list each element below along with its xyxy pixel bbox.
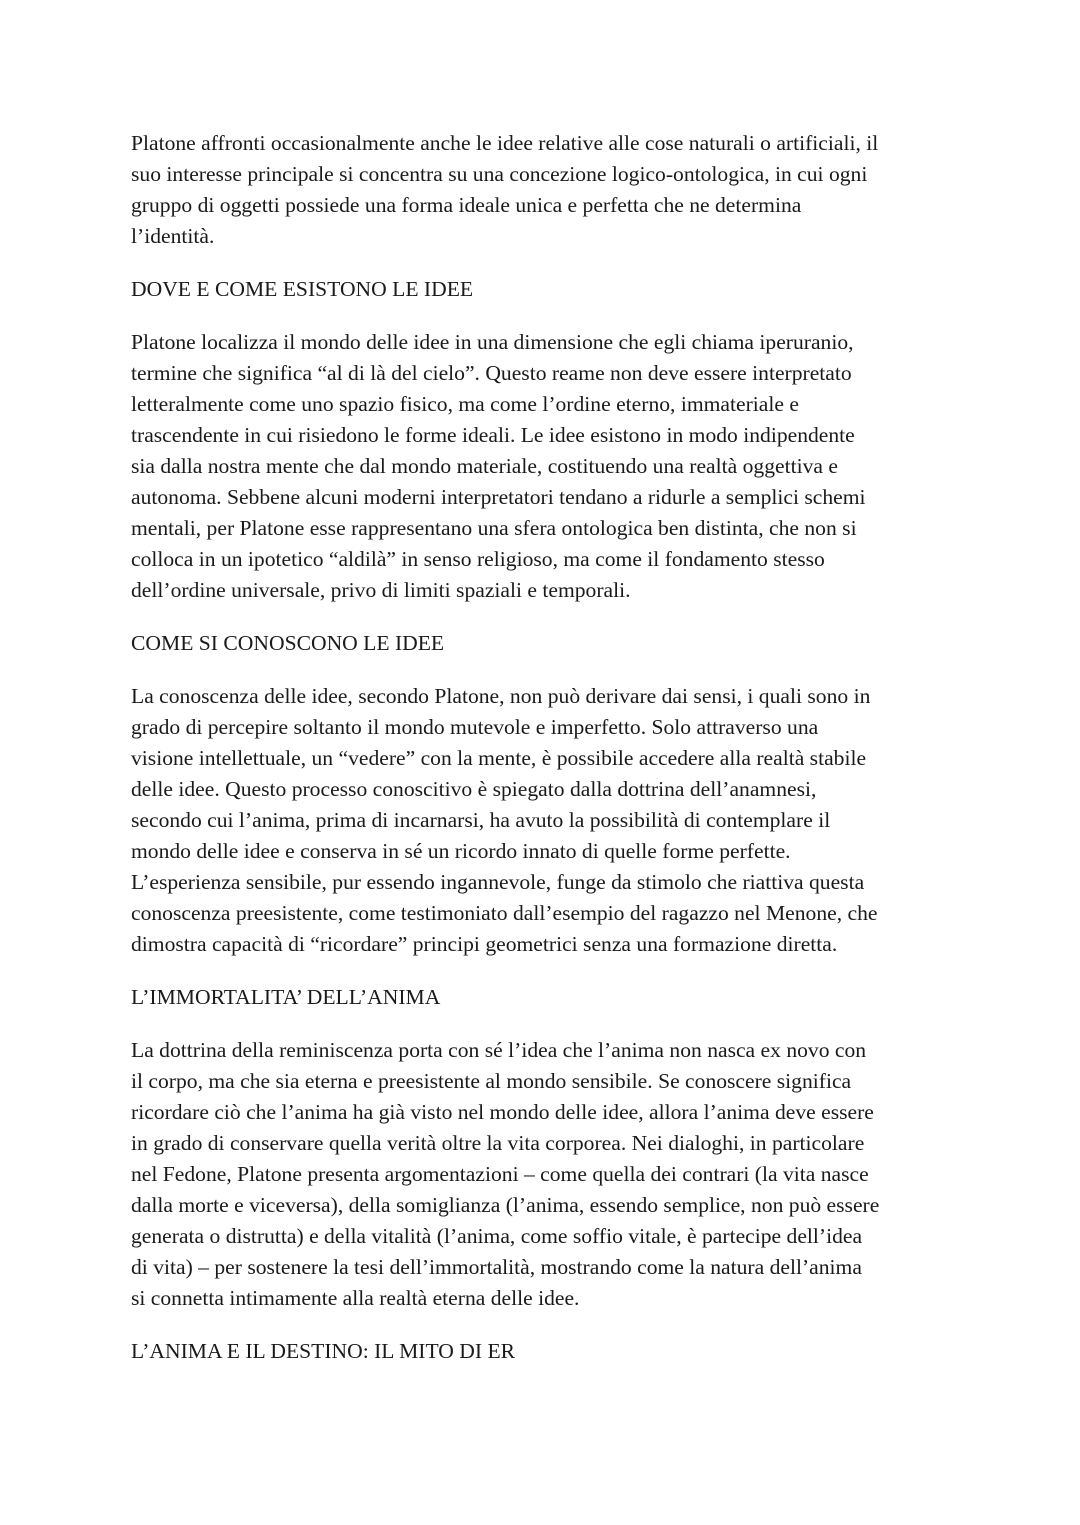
text-line: secondo cui l’anima, prima di incarnarsi, ha avuto la possibilità di contemplare il	[131, 808, 831, 832]
text-line: letteralmente come uno spazio fisico, ma come l’ordine eterno, immateriale e	[131, 392, 799, 416]
paragraph-intro	[131, 128, 961, 252]
text-line: grado di percepire soltanto il mondo mutevole e imperfetto. Solo attraverso una	[131, 715, 819, 739]
text-line: gruppo di oggetti possiede una forma ideale unica e perfetta che ne determina	[131, 193, 802, 217]
text-line: generata o distrutta) e della vitalità (l’anima, come soffio vitale, è partecipe dell’idea	[131, 1224, 863, 1248]
text-line: dimostra capacità di “ricordare” principi geometrici senza una formazione diretta.	[131, 932, 838, 956]
text-line: il corpo, ma che sia eterna e preesistente al mondo sensibile. Se conoscere significa	[131, 1069, 852, 1093]
text-line: autonoma. Sebbene alcuni moderni interpretatori tendano a ridurle a semplici schemi	[131, 485, 866, 509]
text-line: La dottrina della reminiscenza porta con sé l’idea che l’anima non nasca ex novo con	[131, 1038, 867, 1062]
text-line: L’esperienza sensibile, pur essendo ingannevole, funge da stimolo che riattiva questa	[131, 870, 865, 894]
text-line: Platone localizza il mondo delle idee in una dimensione che egli chiama iperuranio,	[131, 330, 854, 354]
text-line: conoscenza preesistente, come testimoniato dall’esempio del ragazzo nel Menone, che	[131, 901, 878, 925]
paragraph-anamnesi	[131, 681, 961, 960]
text-line: l’identità.	[131, 224, 215, 248]
text-line: si connetta intimamente alla realtà eterna delle idee.	[131, 1286, 580, 1310]
text-line: La conoscenza delle idee, secondo Platone, non può derivare dai sensi, i quali sono in	[131, 684, 871, 708]
text-line: sia dalla nostra mente che dal mondo materiale, costituendo una realtà oggettiva e	[131, 454, 838, 478]
text-line: mondo delle idee e conserva in sé un ricordo innato di quelle forme perfette.	[131, 839, 791, 863]
paragraph-iperuranio	[131, 327, 961, 606]
text-line: dell’ordine universale, privo di limiti spaziali e temporali.	[131, 578, 631, 602]
text-line: mentali, per Platone esse rappresentano una sfera ontologica ben distinta, che non si	[131, 516, 857, 540]
section-heading-come-si-conoscono: COME SI CONOSCONO LE IDEE	[131, 631, 445, 655]
document-body	[131, 128, 961, 1389]
text-line: visione intellettuale, un “vedere” con la mente, è possibile accedere alla realtà stabile	[131, 746, 867, 770]
text-line: ricordare ciò che l’anima ha già visto nel mondo delle idee, allora l’anima deve essere	[131, 1100, 874, 1124]
text-line: di vita) – per sostenere la tesi dell’immortalità, mostrando come la natura dell’anima	[131, 1255, 862, 1279]
text-line: in grado di conservare quella verità oltre la vita corporea. Nei dialoghi, in particolare	[131, 1131, 865, 1155]
text-line: suo interesse principale si concentra su una concezione logico-ontologica, in cui ogni	[131, 162, 868, 186]
text-line: Platone affronti occasionalmente anche le idee relative alle cose naturali o artificiali, il	[131, 131, 879, 155]
section-heading-mito-di-er: L’ANIMA E IL DESTINO: IL MITO DI ER	[131, 1339, 516, 1363]
paragraph-reminiscenza	[131, 1035, 961, 1314]
section-heading-immortalita: L’IMMORTALITA’ DELL’ANIMA	[131, 985, 441, 1009]
text-line: nel Fedone, Platone presenta argomentazioni – come quella dei contrari (la vita nasce	[131, 1162, 869, 1186]
text-line: colloca in un ipotetico “aldilà” in senso religioso, ma come il fondamento stesso	[131, 547, 825, 571]
text-line: delle idee. Questo processo conoscitivo è spiegato dalla dottrina dell’anamnesi,	[131, 777, 817, 801]
text-line: dalla morte e viceversa), della somiglianza (l’anima, essendo semplice, non può essere	[131, 1193, 880, 1217]
text-line: termine che significa “al di là del cielo”. Questo reame non deve essere interpretato	[131, 361, 852, 385]
text-line: trascendente in cui risiedono le forme ideali. Le idee esistono in modo indipendente	[131, 423, 855, 447]
section-heading-dove-e-come: DOVE E COME ESISTONO LE IDEE	[131, 277, 474, 301]
